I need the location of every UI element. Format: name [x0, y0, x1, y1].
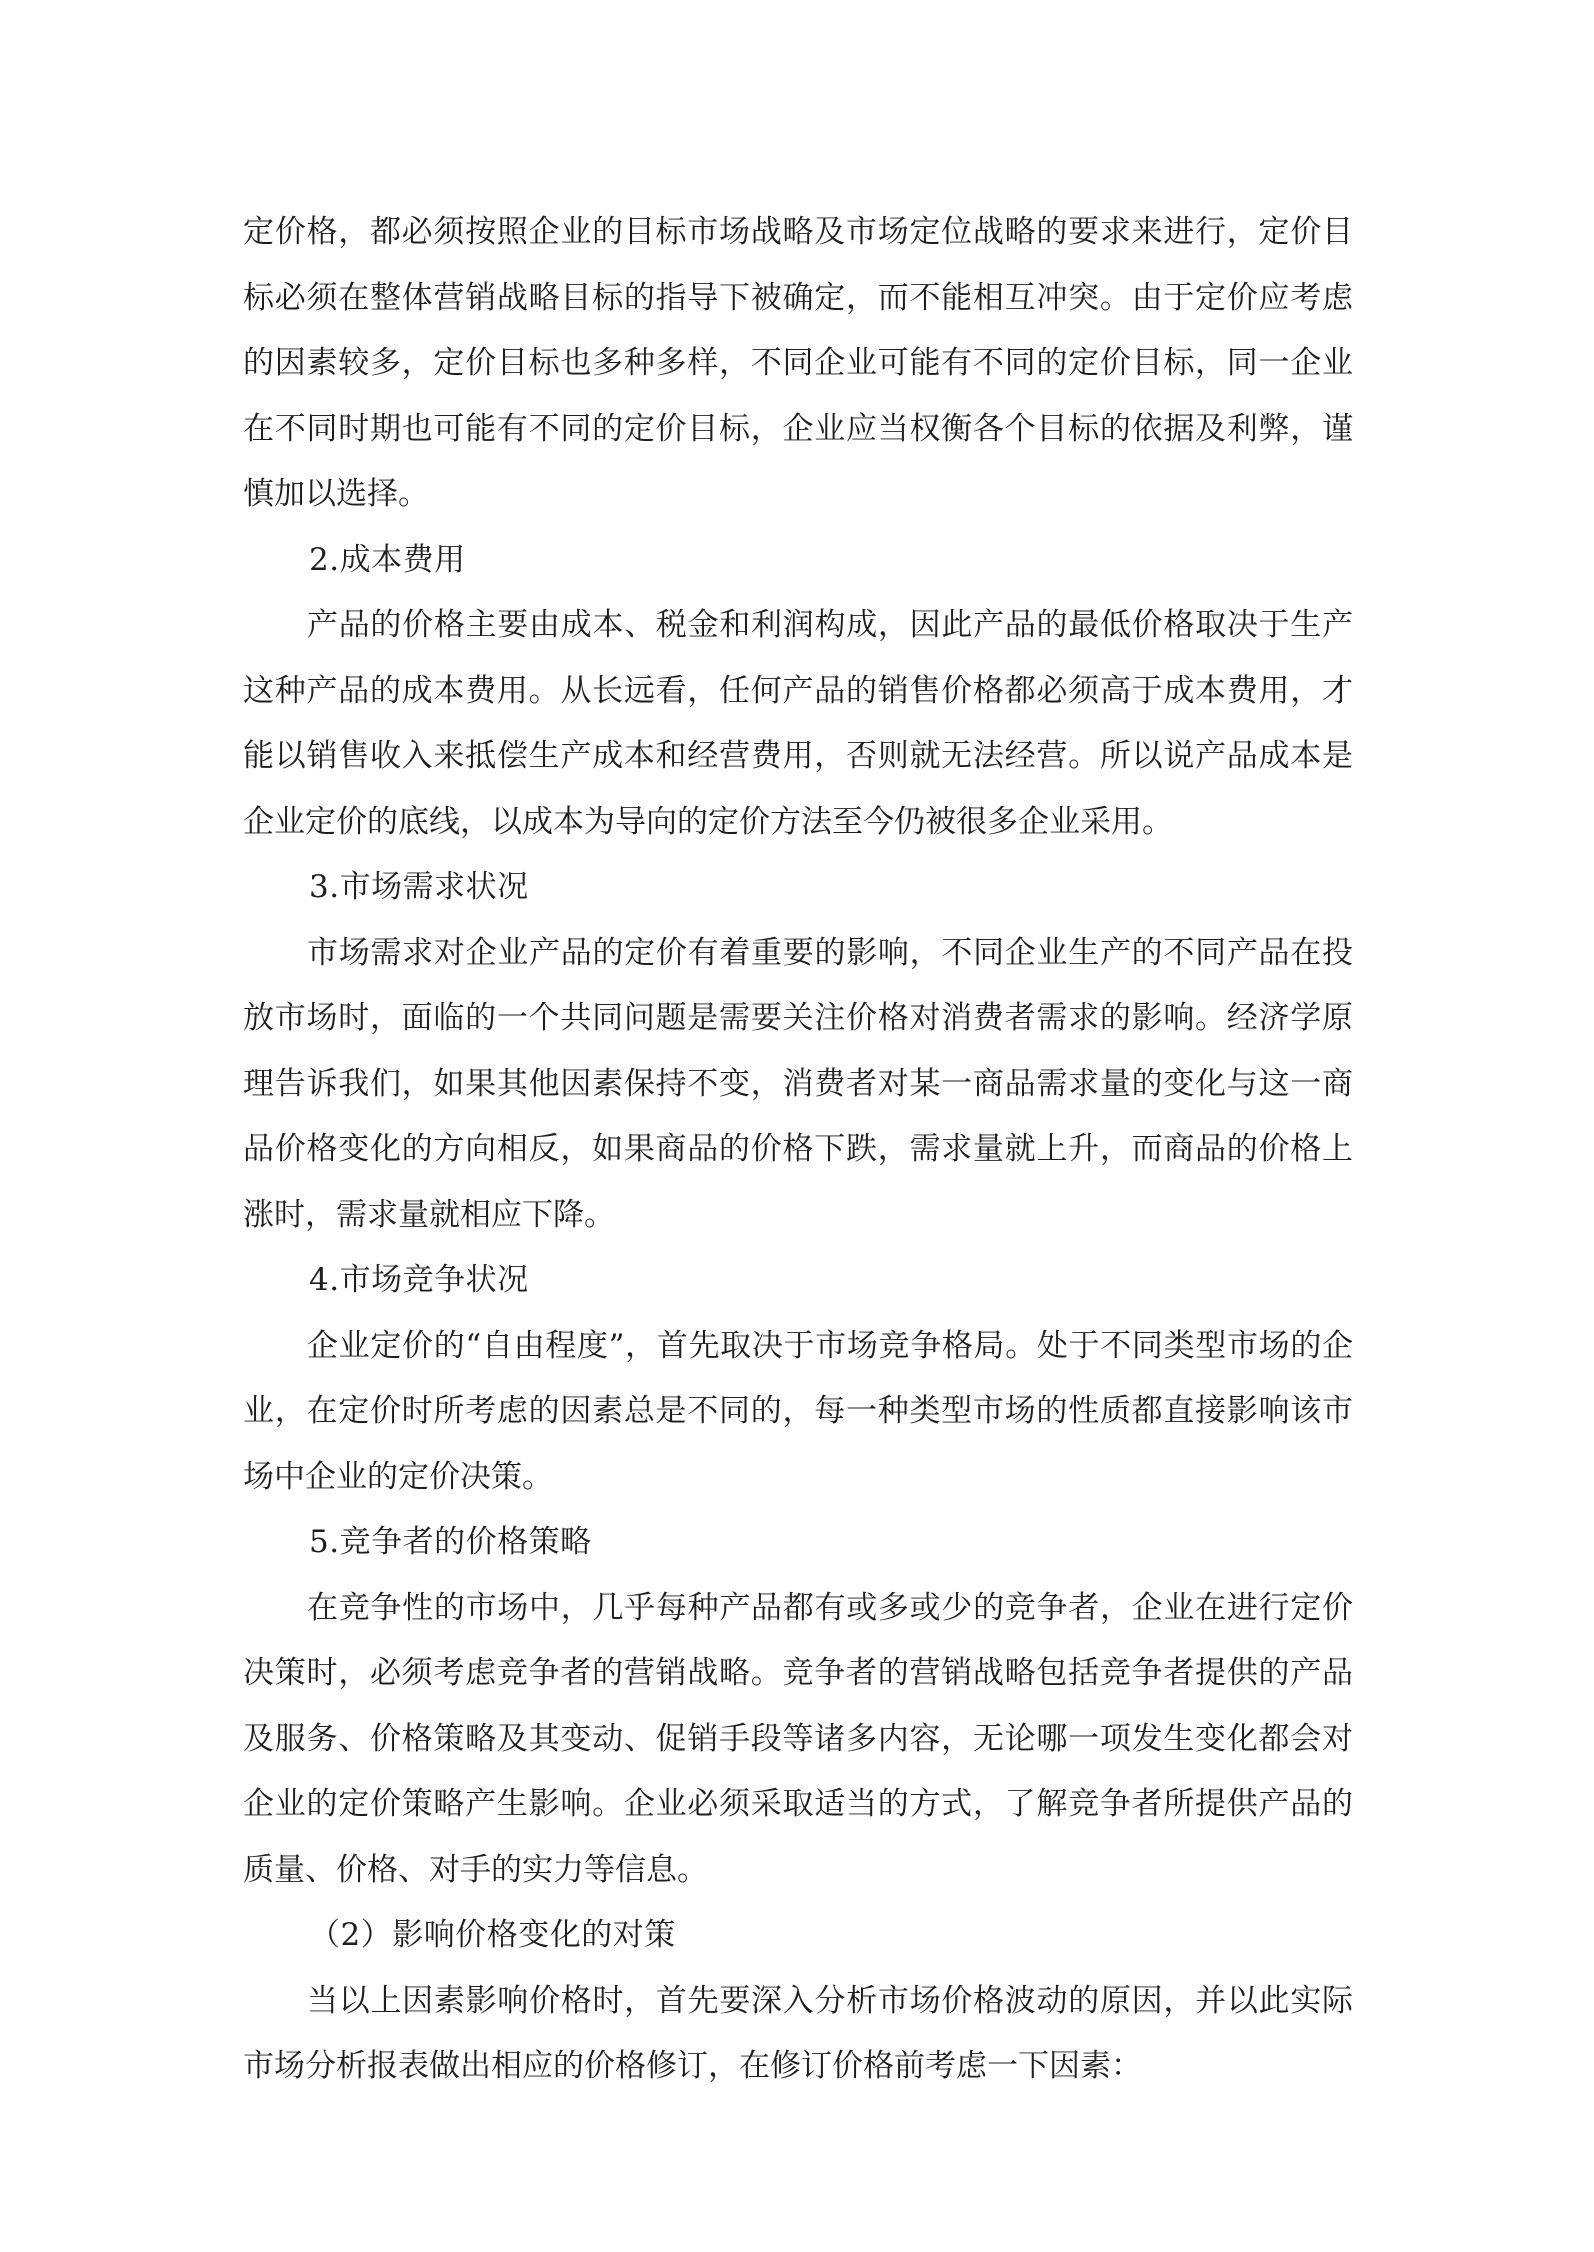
- paragraph-competitor-pricing: 在竞争性的市场中，几乎每种产品都有或多或少的竞争者，企业在进行定价决策时，必须考虑竞争者的营销战略。竞争者的营销战略包括竞争者提供的产品及服务、价格策略及其变动、促销手段等诸多内容，无论哪一项发生变化都会对企业的定价策略产生影响。企业必须采取适当的方式，了解竞争者所提供产品的质量、价格、对手的实力等信息。: [243, 1589, 1353, 1888]
- heading-countermeasures: （2）影响价格变化的对策: [309, 1917, 676, 1953]
- paragraph-pricing-objectives: 定价格，都必须按照企业的目标市场战略及市场定位战略的要求来进行，定价目标必须在整体营销战略目标的指导下被确定，而不能相互冲突。由于定价应考虑的因素较多，定价目标也多种多样，不同企业可能有不同的定价目标，同一企业在不同时期也可能有不同的定价目标，企业应当权衡各个目标的依据及利弊，谨慎加以选择。: [243, 214, 1353, 512]
- heading-market-competition: 4.市场竞争状况: [309, 1262, 529, 1298]
- paragraph-market-competition: 企业定价的“自由程度”，首先取决于市场竞争格局。处于不同类型市场的企业，在定价时所考虑的因素总是不同的，每一种类型市场的性质都直接影响该市场中企业的定价决策。: [243, 1327, 1353, 1495]
- paragraph-countermeasures: 当以上因素影响价格时，首先要深入分析市场价格波动的原因，并以此实际市场分析报表做出相应的价格修订，在修订价格前考虑一下因素：: [243, 1982, 1353, 2084]
- heading-market-demand: 3.市场需求状况: [309, 869, 529, 905]
- paragraph-market-demand: 市场需求对企业产品的定价有着重要的影响，不同企业生产的不同产品在投放市场时，面临的一个共同问题是需要关注价格对消费者需求的影响。经济学原理告诉我们，如果其他因素保持不变，消费者对某一商品需求量的变化与这一商品价格变化的方向相反，如果商品的价格下跌，需求量就上升，而商品的价格上涨时，需求量就相应下降。: [243, 934, 1353, 1233]
- document-body: [243, 200, 1353, 2100]
- heading-cost: 2.成本费用: [309, 541, 466, 578]
- heading-competitor-pricing: 5.竞争者的价格策略: [309, 1524, 592, 1560]
- paragraph-cost: 产品的价格主要由成本、税金和利润构成，因此产品的最低价格取决于生产这种产品的成本费用。从长远看，任何产品的销售价格都必须高于成本费用，才能以销售收入来抵偿生产成本和经营费用，否则就无法经营。所以说产品成本是企业定价的底线，以成本为导向的定价方法至今仍被很多企业采用。: [243, 607, 1353, 840]
